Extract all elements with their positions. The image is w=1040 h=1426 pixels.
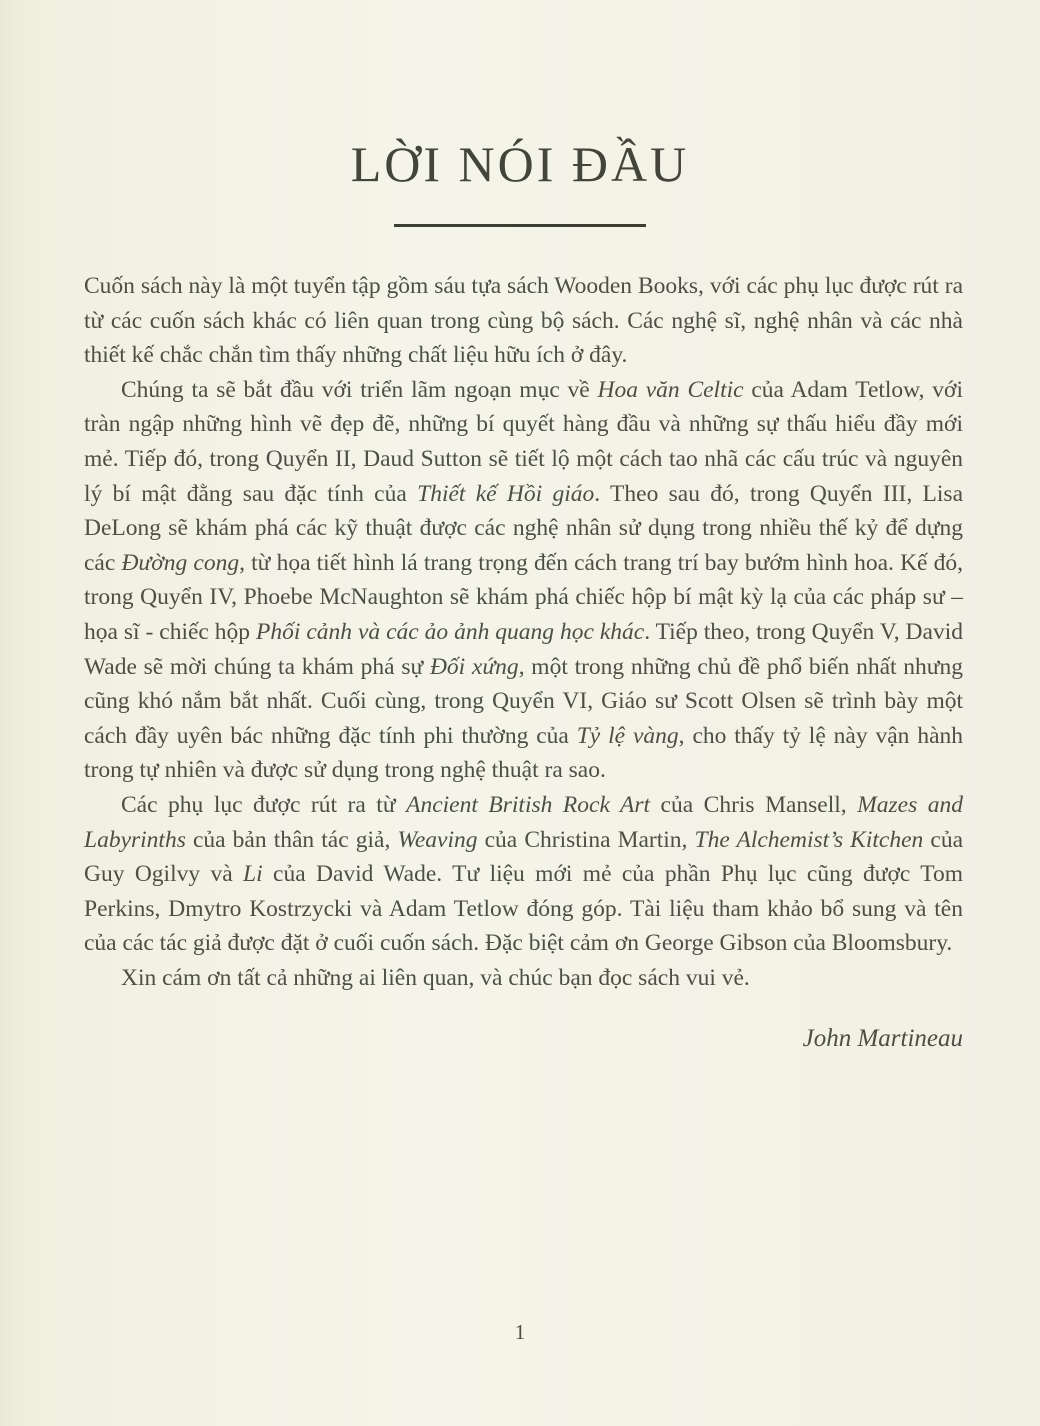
- paragraph: [84, 269, 963, 373]
- page-number: 1: [514, 1320, 526, 1344]
- italic-text-run: The Alchemist’s Kitchen: [694, 826, 924, 853]
- text-run: Cuốn sách này là một tuyển tập gồm sáu tựa sách Wooden Books, với các phụ lục được rút ra từ các cuốn sách khác có liên quan trong cùng bộ sách. Các nghệ sĩ, nghệ nhân và các nhà thiết kế chắc chắn tìm thấy những chất liệu hữu ích ở đây.: [84, 273, 963, 369]
- italic-text-run: Phối cảnh và các ảo ảnh quang học khác: [255, 618, 645, 645]
- text-run: của Guy Ogilvy và: [84, 826, 963, 888]
- text-run: của Christina Martin,: [477, 826, 695, 853]
- text-run: . Tiếp theo, trong Quyển V, David Wade sẽ mời chúng ta khám phá sự: [84, 618, 963, 680]
- text-run: Chúng ta sẽ bắt đầu với triển lãm ngoạn mục về: [121, 376, 598, 403]
- text-run: Các phụ lục được rút ra từ: [121, 791, 407, 818]
- text-run: của Adam Tetlow, với tràn ngập những hình vẽ đẹp đẽ, những bí quyết hàng đầu và những sự thấu hiểu đầy mới mẻ. Tiếp đó, trong Quyển II, Daud Sutton sẽ tiết lộ một cách tao nhã các cấu trúc và nguyên lý bí mật đằng sau đặc tính của: [84, 376, 963, 507]
- paragraph: [84, 788, 963, 961]
- text-run: Xin cám ơn tất cả những ai liên quan, và chúc bạn đọc sách vui vẻ.: [121, 964, 750, 991]
- text-run: , cho thấy tỷ lệ này vận hành trong tự nhiên và được sử dụng trong nghệ thuật ra sao.: [84, 722, 963, 784]
- italic-text-run: Đối xứng: [429, 653, 519, 680]
- italic-text-run: Mazes and Labyrinths: [84, 791, 964, 853]
- italic-text-run: Li: [243, 861, 263, 888]
- preface-body: [84, 269, 963, 995]
- text-run: , từ họa tiết hình lá trang trọng đến cách trang trí bay bướm hình hoa. Kế đó, trong Quyển IV, Phoebe McNaughton sẽ khám phá chiếc hộp bí mật kỳ lạ của các pháp sư – họa sĩ - chiếc hộp: [84, 549, 964, 645]
- paragraph: [84, 373, 963, 788]
- paragraph: [84, 961, 963, 996]
- text-run: của David Wade. Tư liệu mới mẻ của phần Phụ lục cũng được Tom Perkins, Dmytro Kostrzycki và Adam Tetlow đóng góp. Tài liệu tham khảo bổ sung và tên của các tác giả được đặt ở cuối cuốn sách. Đặc biệt cảm ơn George Gibson của Bloomsbury.: [84, 861, 963, 957]
- italic-text-run: Weaving: [397, 826, 478, 853]
- author-signature: John Martineau: [802, 1025, 963, 1053]
- italic-text-run: Tỷ lệ vàng: [576, 722, 679, 749]
- italic-text-run: Hoa văn Celtic: [597, 376, 744, 403]
- text-run: . Theo sau đó, trong Quyển III, Lisa DeLong sẽ khám phá các kỹ thuật được các nghệ nhân sử dụng trong nhiều thế kỷ để dựng các: [84, 480, 963, 576]
- italic-text-run: Đường cong: [121, 549, 240, 576]
- title-divider: [394, 224, 646, 227]
- text-run: của bản thân tác giả,: [185, 826, 398, 853]
- italic-text-run: Thiết kế Hồi giáo: [417, 480, 595, 507]
- page-title: LỜI NÓI ĐẦU: [350, 136, 690, 192]
- text-run: , một trong những chủ đề phổ biến nhất nhưng cũng khó nắm bắt nhất. Cuối cùng, trong Quyển VI, Giáo sư Scott Olsen sẽ trình bày một cách đầy uyên bác những đặc tính phi thường của: [84, 653, 964, 749]
- text-run: của Chris Mansell,: [650, 791, 858, 818]
- italic-text-run: Ancient British Rock Art: [406, 791, 650, 818]
